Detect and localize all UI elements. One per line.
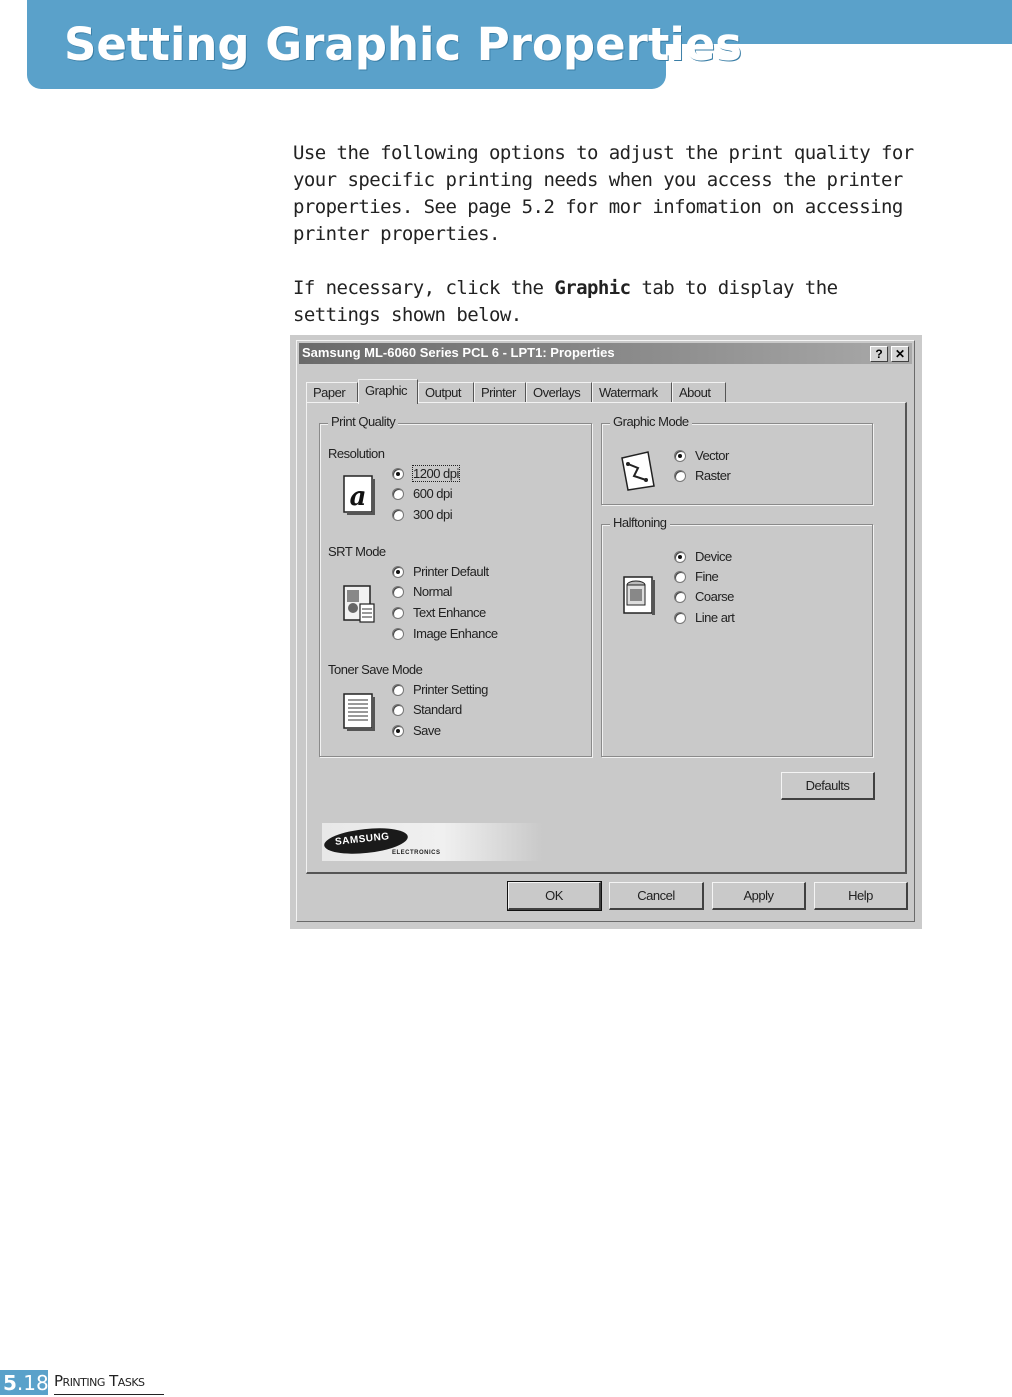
dialog-titlebar[interactable]	[299, 343, 912, 364]
graphic-mode-group: Graphic Mode Vector Raster	[601, 423, 873, 505]
srt-mode-icon	[342, 584, 376, 626]
srt-mode-label: SRT Mode	[328, 544, 386, 559]
halftoning-label: Halftoning	[610, 515, 670, 530]
dialog-title: Samsung ML-6060 Series PCL 6 - LPT1: Properties	[302, 345, 615, 360]
print-quality-label: Print Quality	[328, 414, 398, 429]
page-title: Setting Graphic Properties	[64, 18, 743, 71]
tab-output[interactable]: Output	[418, 382, 474, 403]
graphic-emphasis: Graphic	[554, 277, 631, 299]
page-number: 5.18	[3, 1371, 49, 1395]
tab-overlays[interactable]: Overlays	[526, 382, 592, 403]
properties-dialog	[296, 340, 915, 922]
samsung-logo: SAMSUNG ELECTRONICS	[322, 823, 542, 861]
toner-save-label: Toner Save Mode	[328, 662, 423, 677]
defaults-button[interactable]: Defaults	[781, 772, 875, 800]
help-button[interactable]: Help	[814, 882, 908, 910]
section-name: Printing Tasks	[54, 1372, 164, 1395]
dialog-screenshot	[290, 335, 922, 929]
graphic-mode-icon	[620, 450, 654, 492]
cancel-button[interactable]: Cancel	[609, 882, 704, 910]
graphic-mode-label: Graphic Mode	[610, 414, 692, 429]
resolution-icon	[342, 474, 376, 516]
apply-button[interactable]: Apply	[712, 882, 806, 910]
ok-button[interactable]: OK	[508, 882, 601, 910]
tab-graphic[interactable]: Graphic	[358, 379, 418, 404]
svg-text:a: a	[349, 482, 367, 512]
tab-printer[interactable]: Printer	[474, 382, 526, 403]
tab-paper[interactable]: Paper	[306, 382, 358, 403]
help-title-button[interactable]: ?	[870, 346, 888, 362]
graphic-tab-panel	[306, 402, 907, 874]
close-icon[interactable]: ✕	[891, 346, 909, 362]
tab-watermark[interactable]: Watermark	[592, 382, 672, 403]
halftoning-icon	[622, 575, 656, 617]
resolution-label: Resolution	[328, 446, 385, 461]
halftoning-group: Halftoning Device Fine Coarse Line art	[601, 524, 873, 757]
intro-paragraph: Use the following options to adjust the print quality for your specific printing needs when you access the printer properties. See page 5.2 for mor infomation on accessing printer properties.	[293, 142, 914, 245]
instruction-paragraph: If necessary, click the Graphic tab to display the settings shown below.	[293, 277, 838, 326]
tab-about[interactable]: About	[672, 382, 726, 403]
toner-save-icon	[342, 692, 376, 734]
body-text	[293, 140, 933, 356]
print-quality-group: Print Quality Resolution a 1200 dpi 600 dpi 300 dpi SRT Mode Printer Default Normal Text Enhance Image Enhance Toner Save Mode Printer Setting Standard Save	[319, 423, 592, 757]
